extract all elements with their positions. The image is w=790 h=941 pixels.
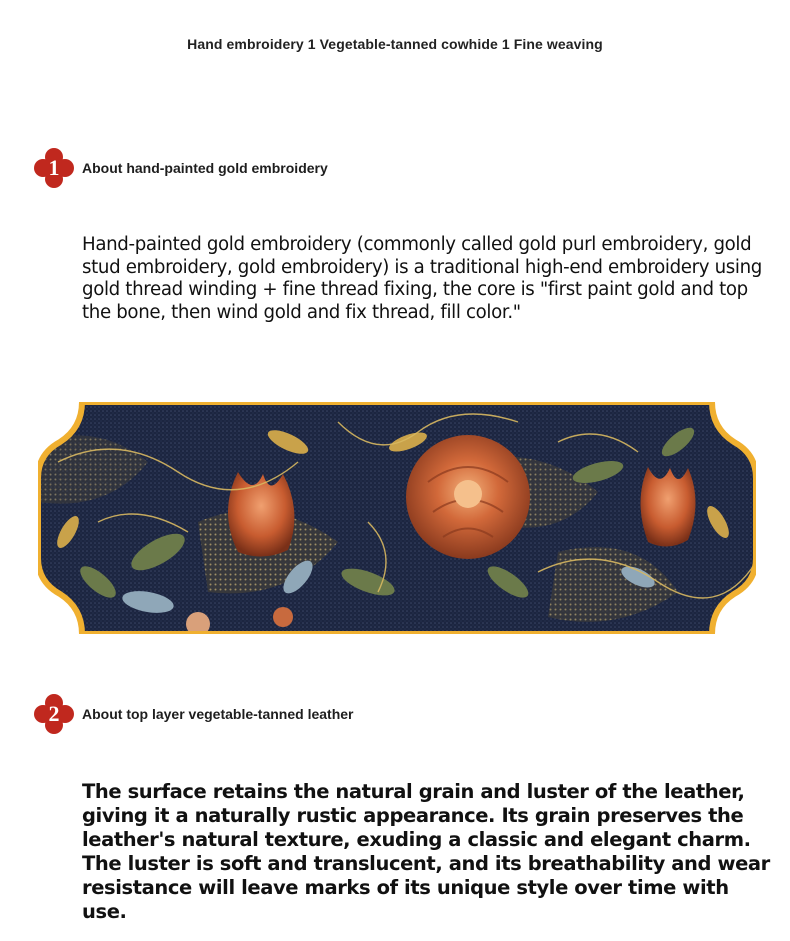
section-1-header [34, 148, 328, 188]
number-badge-2 [34, 694, 74, 734]
section-title: About top layer vegetable-tanned leather [82, 706, 354, 722]
section-2-body: The surface retains the natural grain and luster of the leather, giving it a naturally rustic appearance. Its grain preserves the leather's natural texture, exuding a classic and elegant charm. The luster is soft and translucent, and its breathability and wear resistance will leave marks of its unique style over time with use. [82, 780, 770, 923]
section-2-header [34, 694, 354, 734]
features-line: Hand embroidery 1 Vegetable-tanned cowhide 1 Fine weaving [187, 36, 603, 52]
badge-number: 1 [48, 155, 60, 180]
embroidered-fabric-image [38, 402, 756, 634]
section-title: About hand-painted gold embroidery [82, 160, 328, 176]
number-badge-1 [34, 148, 74, 188]
badge-number: 2 [48, 701, 60, 726]
embroidery-banner-image [38, 402, 756, 639]
section-1-body: Hand-painted gold embroidery (commonly called gold purl embroidery, gold stud embroidery, gold embroidery) is a traditional high-end embroidery using gold thread winding + fine thread fixing, the core is "first paint gold and top the bone, then wind gold and fix thread, fill color." [82, 234, 762, 323]
